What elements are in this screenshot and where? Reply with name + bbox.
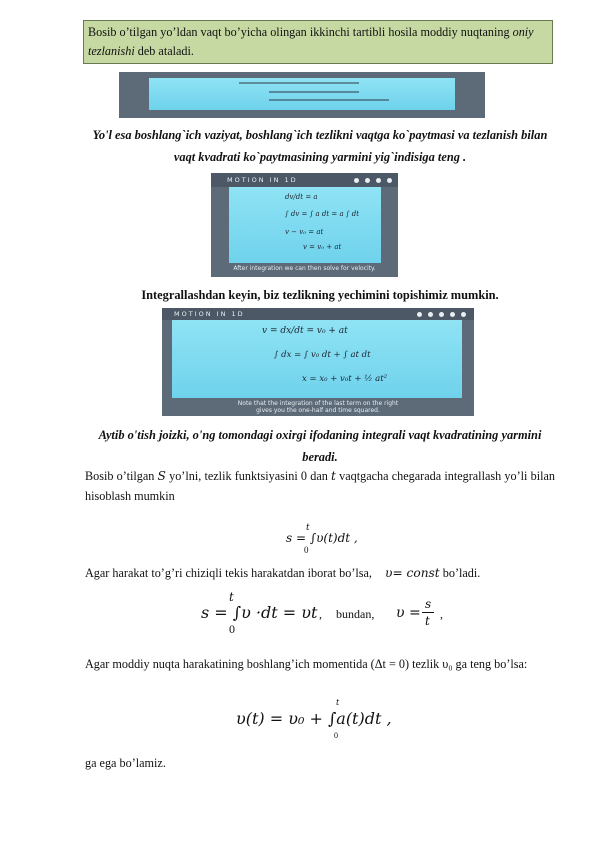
paragraph-uniform-motion: [85, 566, 480, 581]
formula-1-expression: s = ∫υ(t)dt ,: [286, 531, 358, 545]
formula-2-word: bundan,: [336, 607, 375, 621]
p4-text-c: vaqtgacha chegarada integrallash yo’li bilan hisoblash mumkin: [85, 469, 555, 503]
slide2-eq3: v − v₀ = at: [285, 228, 324, 236]
slide3-eq1: v = dx/dt = v₀ + at: [262, 326, 348, 336]
formula-3-expression: υ(t) = υ₀ + ∫a(t)dt ,: [236, 709, 392, 728]
slide3-eq2: ∫ dx = ∫ v₀ dt + ∫ at dt: [274, 350, 371, 360]
slide3-caption-1: Note that the integration of the last term on the right: [237, 400, 399, 407]
slide2-title: MOTION IN 1D: [227, 176, 298, 184]
definition-text-2: deb ataladi.: [134, 44, 194, 58]
definition-box: [83, 20, 553, 64]
definition-text-1: Bosib o’tilgan yo’ldan vaqt bo’yicha olingan ikkinchi tartibli hosila moddiy nuqtaning: [88, 25, 513, 39]
paragraph-integration: Integrallashdan keyin, biz tezlikning yechimini topishimiz mumkin.: [141, 288, 499, 302]
p5-text-a: Agar harakat to’g’ri chiziqli tekis harakatdan iborat bo’lsa,: [85, 566, 372, 580]
formula-3: [236, 698, 436, 744]
slide2-eq4: v = v₀ + at: [303, 243, 342, 251]
formula-2-expression: s = ∫υ ·dt = υt: [201, 603, 318, 622]
slide2-caption: After integration we can then solve for velocity.: [233, 265, 376, 272]
p5-const: υ= const: [385, 566, 440, 580]
formula-2-lower-limit: 0: [229, 622, 235, 636]
paragraph-integral-note: Aytib o'tish joizki, o'ng tomondagi oxirgi ifodaning integrali vaqt kvadratining yarmini beradi.: [98, 428, 542, 464]
formula-2-upper-limit: t: [229, 590, 234, 604]
formula-3-lower-limit: 0: [334, 731, 338, 740]
formula-1-lower-limit: 0: [304, 545, 309, 555]
p4-text-b: yo’lni, tezlik funktsiyasini 0 dan: [165, 469, 332, 483]
p4-text-a: Bosib o’tilgan: [85, 469, 158, 483]
p4-symbol-t: t: [331, 469, 336, 483]
definition-italic-term: oniy tezlanishi: [88, 25, 534, 58]
slide2-eq2: ∫ dv = ∫ a dt = a ∫ dt: [285, 210, 360, 218]
slide-image-1: [119, 72, 485, 118]
formula-2-numerator: s: [425, 597, 432, 611]
formula-2-denominator: t: [425, 614, 430, 628]
paragraph-initial-velocity: Agar moddiy nuqta harakatining boshlang’ich momentida (Δt = 0) tezlik υ₀ ga teng bo’lsa:: [85, 657, 528, 671]
slide3-eq3: x = x₀ + v₀t + ½ at²: [302, 374, 388, 384]
formula-2-comma: ,: [319, 607, 322, 621]
slide-image-2: [211, 173, 398, 277]
formula-2-lhs: υ =: [396, 605, 421, 621]
p4-symbol-s: S: [157, 469, 166, 483]
slide-image-3: [162, 308, 474, 416]
formula-2: [201, 590, 461, 640]
paragraph-conclusion: ga ega bo’lamiz.: [85, 756, 166, 770]
paragraph-distance: [85, 466, 555, 506]
slide3-caption-2: gives you the one-half and time squared.: [256, 407, 380, 414]
paragraph-position-formula: Yo'l esa boshlang`ich vaziyat, boshlang`ich tezlikni vaqtga ko`paytmasi va tezlanish bilan vaqt kvadrati ko`paytmasining yarmini yig`indisiga teng .: [92, 128, 548, 164]
formula-2-end-comma: ,: [440, 607, 443, 621]
slide3-title: MOTION IN 1D: [174, 310, 245, 318]
formula-1-upper-limit: t: [306, 523, 310, 533]
slide2-eq1: dv/dt = a: [285, 193, 318, 201]
formula-3-upper-limit: t: [336, 698, 340, 707]
formula-2-fraction-bar: [422, 612, 434, 613]
p5-text-c: bo’ladi.: [439, 566, 481, 580]
